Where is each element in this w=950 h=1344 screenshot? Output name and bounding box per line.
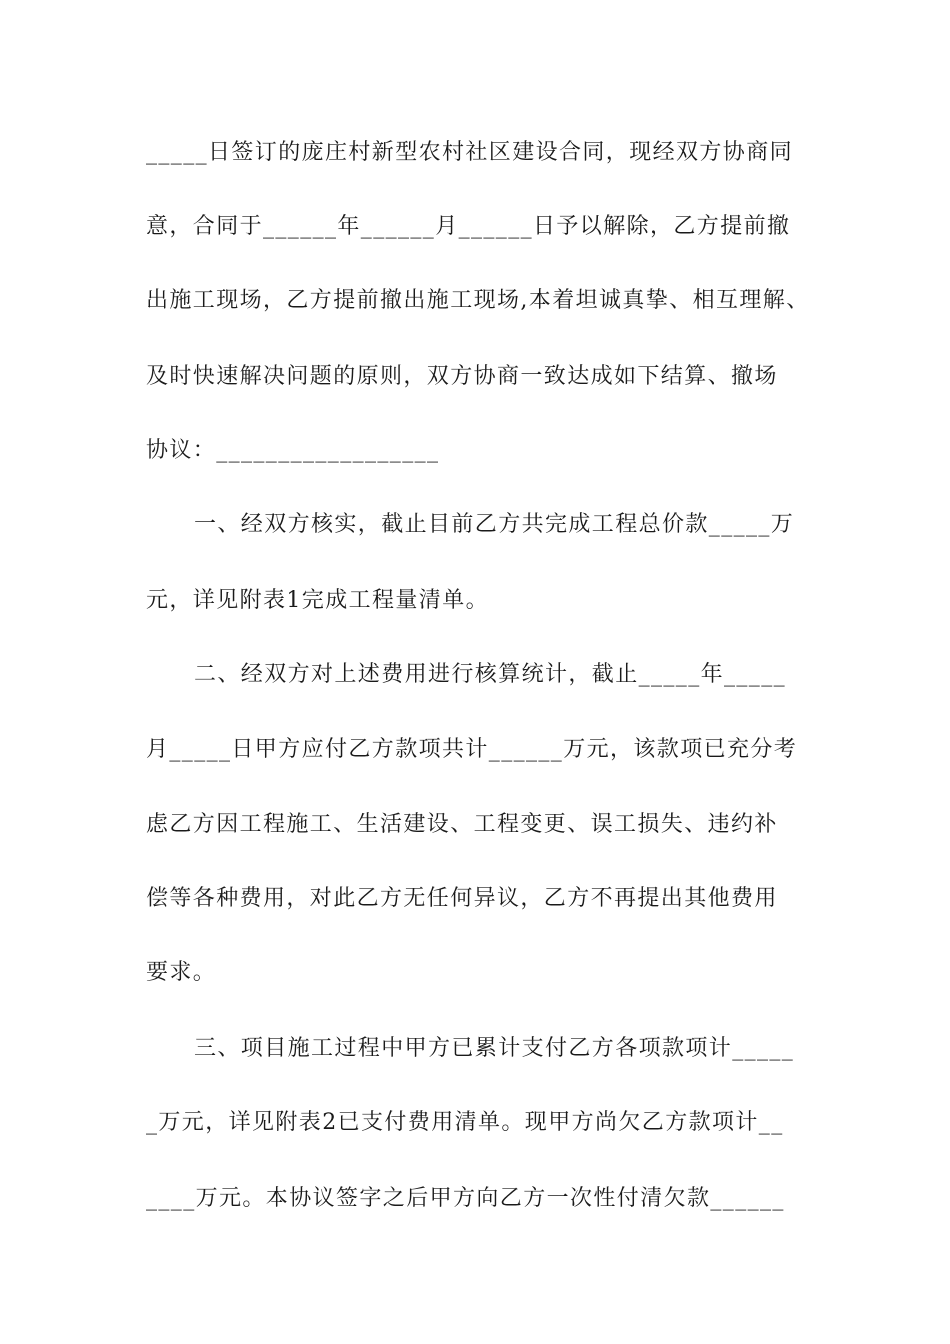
body-text-line: 月_____日甲方应付乙方款项共计______万元，该款项已充分考 (146, 737, 798, 762)
body-text-line: 及时快速解决问题的原则，双方协商一致达成如下结算、撤场 (146, 364, 778, 389)
body-text-line: ____万元。本协议签字之后甲方向乙方一次性付清欠款______ (146, 1186, 785, 1211)
body-text-line: 意，合同于______年______月______日予以解除，乙方提前撤 (146, 214, 791, 239)
body-text-line: 协议：__________________ (146, 438, 440, 463)
body-text-line: 虑乙方因工程施工、生活建设、工程变更、误工损失、违约补 (146, 812, 778, 837)
clause-two-paragraph: 二、经双方对上述费用进行核算统计，截止_____年_____ (194, 662, 787, 687)
body-text-line: 出施工现场，乙方提前撤出施工现场,本着坦诚真挚、相互理解、 (146, 288, 810, 313)
clause-one-paragraph: 一、经双方核实，截止目前乙方共完成工程总价款_____万 (194, 512, 795, 537)
body-text-line: _万元，详见附表2已支付费用清单。现甲方尚欠乙方款项计__ (146, 1110, 784, 1135)
body-text-line: _____日签订的庞庄村新型农村社区建设合同，现经双方协商同 (146, 140, 794, 165)
body-text-line: 偿等各种费用，对此乙方无任何异议，乙方不再提出其他费用 (146, 886, 778, 911)
clause-three-paragraph: 三、项目施工过程中甲方已累计支付乙方各项款项计_____ (194, 1036, 795, 1061)
body-text-line: 元，详见附表1完成工程量清单。 (146, 588, 489, 613)
body-text-line: 要求。 (146, 960, 217, 985)
